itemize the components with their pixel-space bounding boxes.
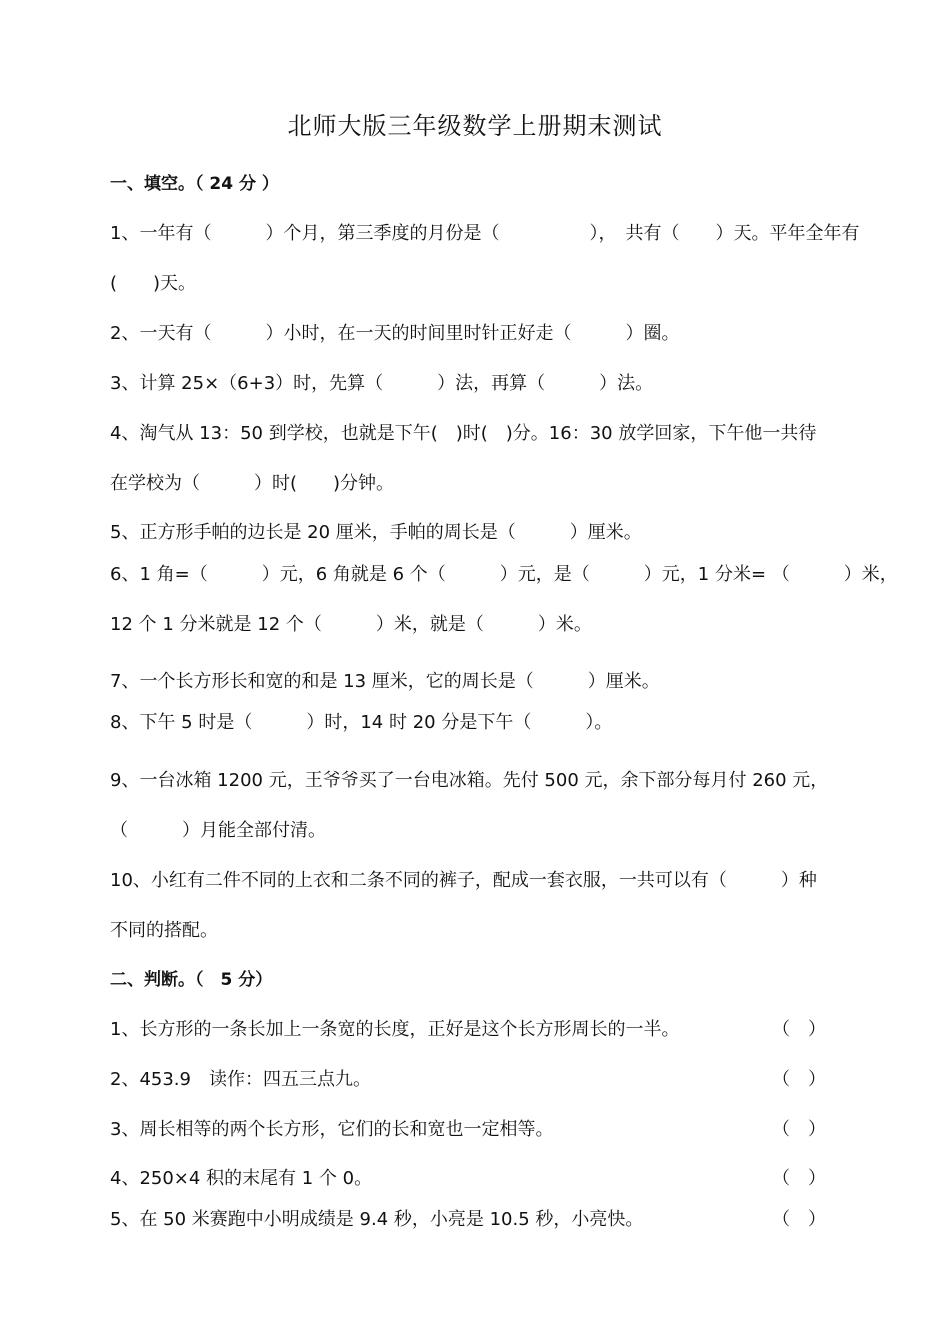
- answer-bracket[interactable]: （ ）: [772, 1168, 826, 1189]
- question-line: ( )天。: [110, 273, 197, 294]
- question-line: 在学校为（ ）时( )分钟。: [110, 473, 395, 494]
- section-heading-true-false: 二、判断。（ 5 分）: [110, 970, 273, 990]
- question-line: 3、计算 25×（6+3）时，先算（ ）法，再算（ ）法。: [110, 373, 654, 394]
- question-line: 12 个 1 分米就是 12 个（ ）米，就是（ ）米。: [110, 614, 592, 635]
- true-false-statement: 5、在 50 米赛跑中小明成绩是 9.4 秒，小亮是 10.5 秒，小亮快。: [110, 1209, 644, 1230]
- question-line: 7、一个长方形长和宽的和是 13 厘米，它的周长是（ ）厘米。: [110, 671, 660, 692]
- answer-bracket[interactable]: （ ）: [772, 1019, 826, 1040]
- true-false-statement: 4、250×4 积的末尾有 1 个 0。: [110, 1168, 373, 1189]
- true-false-statement: 2、453.9 读作：四五三点九。: [110, 1069, 371, 1090]
- page-title: 北师大版三年级数学上册期末测试: [287, 112, 663, 140]
- question-line: 9、一台冰箱 1200 元，王爷爷买了一台电冰箱。先付 500 元，余下部分每月付 260 元，: [110, 770, 829, 791]
- true-false-statement: 3、周长相等的两个长方形，它们的长和宽也一定相等。: [110, 1119, 554, 1140]
- question-line: 不同的搭配。: [110, 920, 218, 941]
- answer-bracket[interactable]: （ ）: [772, 1069, 826, 1090]
- answer-bracket[interactable]: （ ）: [772, 1209, 826, 1230]
- question-line: 1、一年有（ ）个月，第三季度的月份是（ ）， 共有（ ）天。平年全年有: [110, 223, 860, 244]
- question-line: （ ）月能全部付清。: [110, 820, 326, 841]
- question-line: 6、1 角=（ ）元，6 角就是 6 个（ ）元，是（ ）元，1 分米= （ ）米，: [110, 564, 898, 585]
- question-line: 5、正方形手帕的边长是 20 厘米，手帕的周长是（ ）厘米。: [110, 522, 642, 543]
- true-false-statement: 1、长方形的一条长加上一条宽的长度，正好是这个长方形周长的一半。: [110, 1019, 680, 1040]
- question-line: 10、小红有二件不同的上衣和二条不同的裤子，配成一套衣服，一共可以有（ ）种: [110, 870, 817, 891]
- section-heading-fill-in: 一、填空。（ 24 分 ）: [110, 174, 279, 194]
- question-line: 2、一天有（ ）小时，在一天的时间里时针正好走（ ）圈。: [110, 323, 680, 344]
- question-line: 8、下午 5 时是（ ）时，14 时 20 分是下午（ ）。: [110, 712, 613, 733]
- answer-bracket[interactable]: （ ）: [772, 1119, 826, 1140]
- question-line: 4、淘气从 13：50 到学校，也就是下午( )时( )分。16：30 放学回家，下午他一共待: [110, 423, 817, 444]
